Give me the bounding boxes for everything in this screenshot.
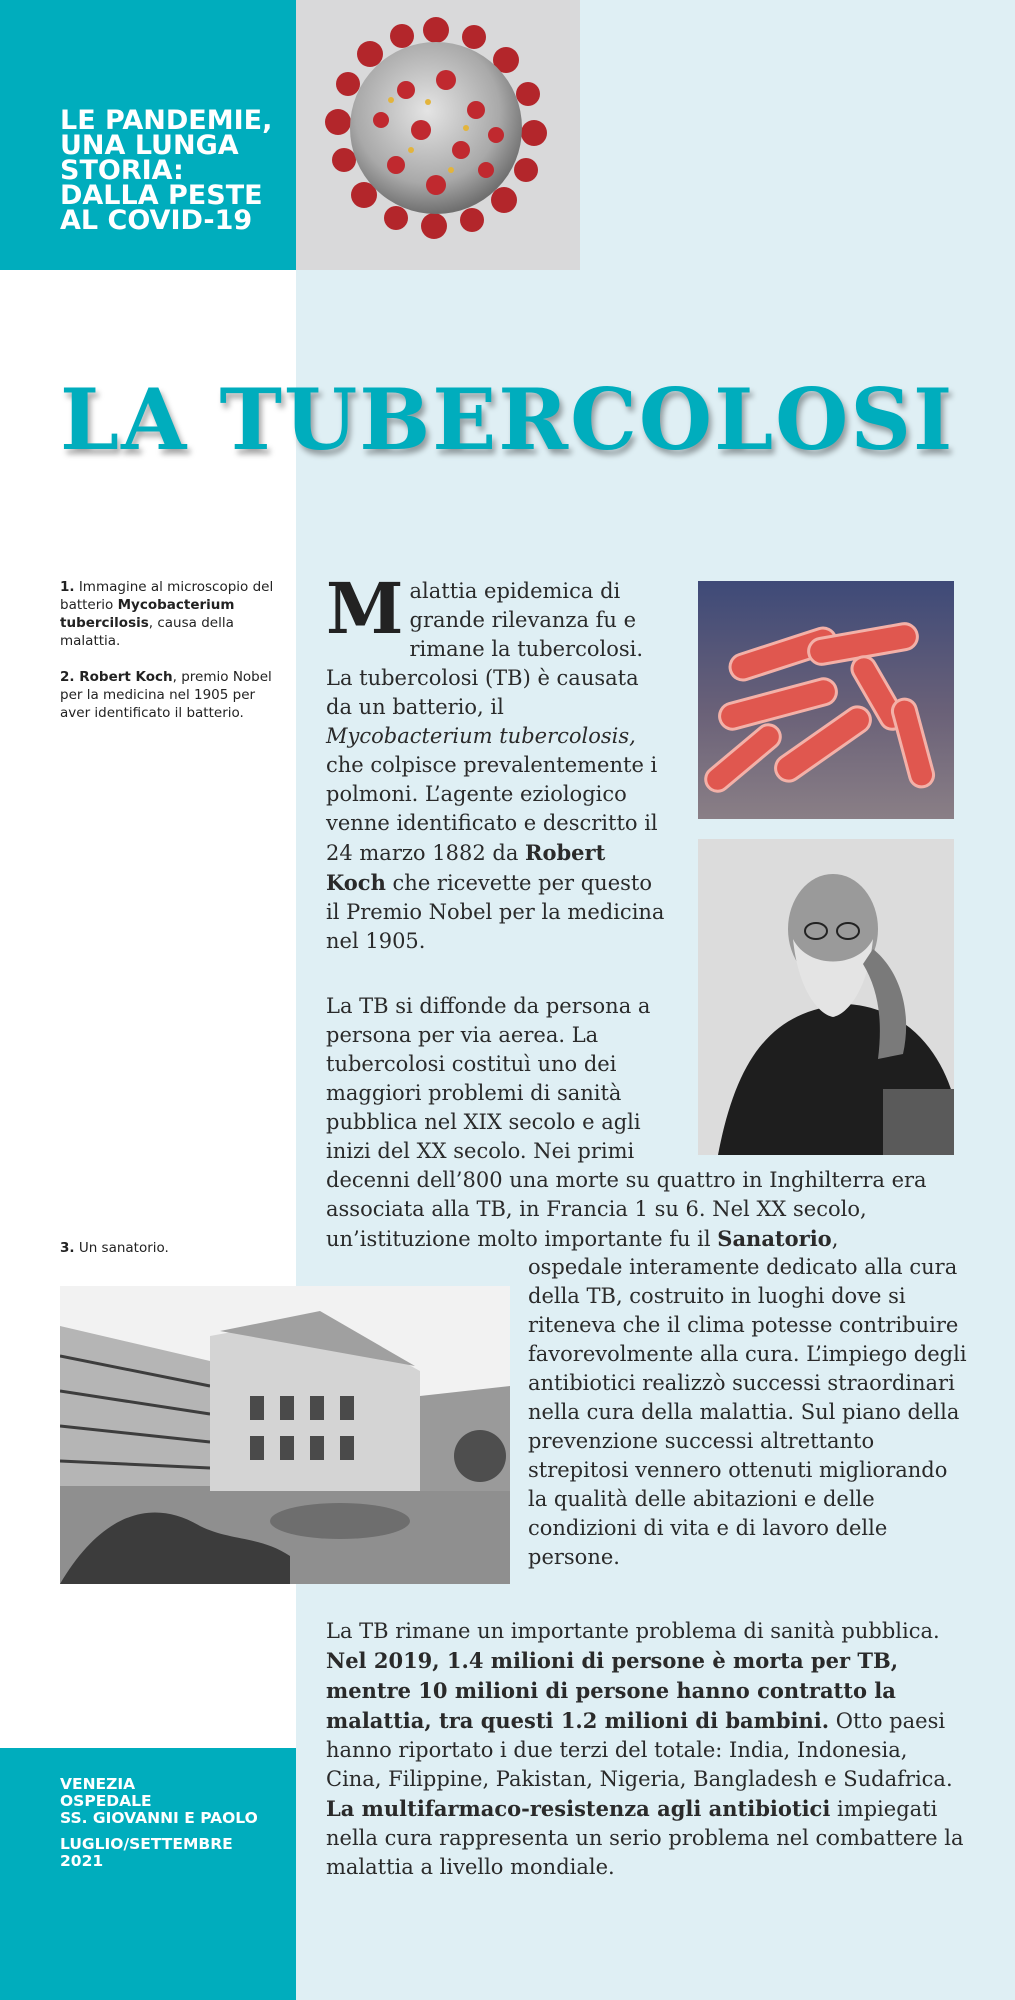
page-title: LA TUBERCOLOSI bbox=[60, 370, 955, 469]
caption-number: 2. bbox=[60, 669, 75, 685]
caption-bold-text: Robert Koch bbox=[74, 669, 173, 685]
caption-text: Immagine al microscopio del batterio bbox=[60, 579, 274, 613]
body-paragraph-2-narrow bbox=[528, 1253, 968, 1572]
series-title-line: DALLA PESTE bbox=[60, 180, 263, 211]
series-title-line: UNA LUNGA bbox=[60, 130, 239, 161]
footer-hospital-name: SS. GIOVANNI E PAOLO bbox=[60, 1809, 258, 1827]
caption-1 bbox=[60, 578, 280, 650]
caption-text: , premio Nobel per la medicina nel 1905 per aver identificato il batterio. bbox=[60, 669, 272, 721]
italic-text: Mycobacterium tubercolosis, bbox=[326, 724, 636, 748]
body-text: decenni dell’800 una morte su quattro in Inghilterra era associata alla TB, in Francia 1 su 6. Nel XX secolo, un’istituzione molto importante fu il bbox=[326, 1168, 927, 1251]
body-paragraph-1 bbox=[326, 567, 668, 956]
series-title-line: AL COVID-19 bbox=[60, 205, 253, 236]
caption-number: 3. bbox=[60, 1240, 75, 1256]
body-paragraph-3 bbox=[326, 1617, 968, 1882]
body-paragraph-2 bbox=[326, 992, 668, 1166]
series-title-block bbox=[0, 0, 296, 270]
bold-text: La multifarmaco-resistenza agli antibiotici bbox=[326, 1796, 831, 1821]
bold-text: Nel 2019, 1.4 milioni di persone è morta per TB, mentre 10 milioni di persone hanno contratto la malattia, tra questi 1.2 milioni di bambini. bbox=[326, 1648, 899, 1733]
body-text: impiegati nella cura rappresenta un serio problema nel combattere la malattia a livello mondiale. bbox=[326, 1797, 964, 1879]
body-text: La TB rimane un importante problema di sanità pubblica. bbox=[326, 1619, 940, 1643]
caption-3 bbox=[60, 1239, 280, 1257]
caption-text: Un sanatorio. bbox=[74, 1240, 169, 1256]
series-title-line: LE PANDEMIE, bbox=[60, 105, 273, 136]
bacteria-microscope-photo bbox=[698, 581, 954, 819]
footer-hospital: OSPEDALE bbox=[60, 1792, 152, 1810]
bold-text: Sanatorio bbox=[717, 1226, 832, 1251]
footer-period: LUGLIO/SETTEMBRE bbox=[60, 1835, 233, 1853]
location-date-block bbox=[0, 1748, 296, 2000]
body-text: che colpisce prevalentemente i polmoni. L’agente eziologico venne identificato e descritto il 24 marzo 1882 da bbox=[326, 753, 658, 865]
footer-city: VENEZIA bbox=[60, 1775, 136, 1793]
caption-2 bbox=[60, 668, 280, 722]
drop-cap: M bbox=[326, 567, 404, 650]
sanatorium-photo bbox=[60, 1286, 510, 1584]
coronavirus-image bbox=[296, 0, 580, 270]
caption-bold-text: Mycobacterium tubercilosis bbox=[60, 597, 235, 631]
caption-text: , causa della malattia. bbox=[60, 615, 234, 649]
bold-text: Robert Koch bbox=[326, 840, 606, 895]
footer-year: 2021 bbox=[60, 1852, 104, 1870]
body-paragraph-2-continued bbox=[326, 1166, 962, 1254]
body-text: che ricevette per questo il Premio Nobel per la medicina nel 1905. bbox=[326, 871, 665, 953]
body-text: ospedale interamente dedicato alla cura della TB, costruito in luoghi dove si riteneva che il clima potesse contribuire favorevolmente alla cura. L’impiego degli antibiotici realizzò successi straordinari nella cura della malattia. Sul piano della prevenzione successi altrettanto strepitosi vennero ottenuti migliorando la qualità delle abitazioni e delle condizioni di vita e di lavoro delle persone. bbox=[528, 1255, 967, 1569]
robert-koch-portrait bbox=[698, 839, 954, 1155]
series-title-line: STORIA: bbox=[60, 155, 184, 186]
body-text: La TB si diffonde da persona a persona per via aerea. La tubercolosi costituì uno dei maggiori problemi di sanità pubblica nel XIX secolo e agli inizi del XX secolo. Nei primi bbox=[326, 994, 651, 1163]
body-text: , bbox=[831, 1227, 839, 1251]
caption-number: 1. bbox=[60, 579, 75, 595]
body-text: Otto paesi hanno riportato i due terzi del totale: India, Indonesia, Cina, Filippine, Pakistan, Nigeria, Bangladesh e Sudafrica. bbox=[326, 1709, 953, 1791]
body-text: alattia epidemica di grande rilevanza fu e rimane la tubercolosi. La tubercolosi (TB) è causata da un batterio, il bbox=[326, 579, 644, 719]
